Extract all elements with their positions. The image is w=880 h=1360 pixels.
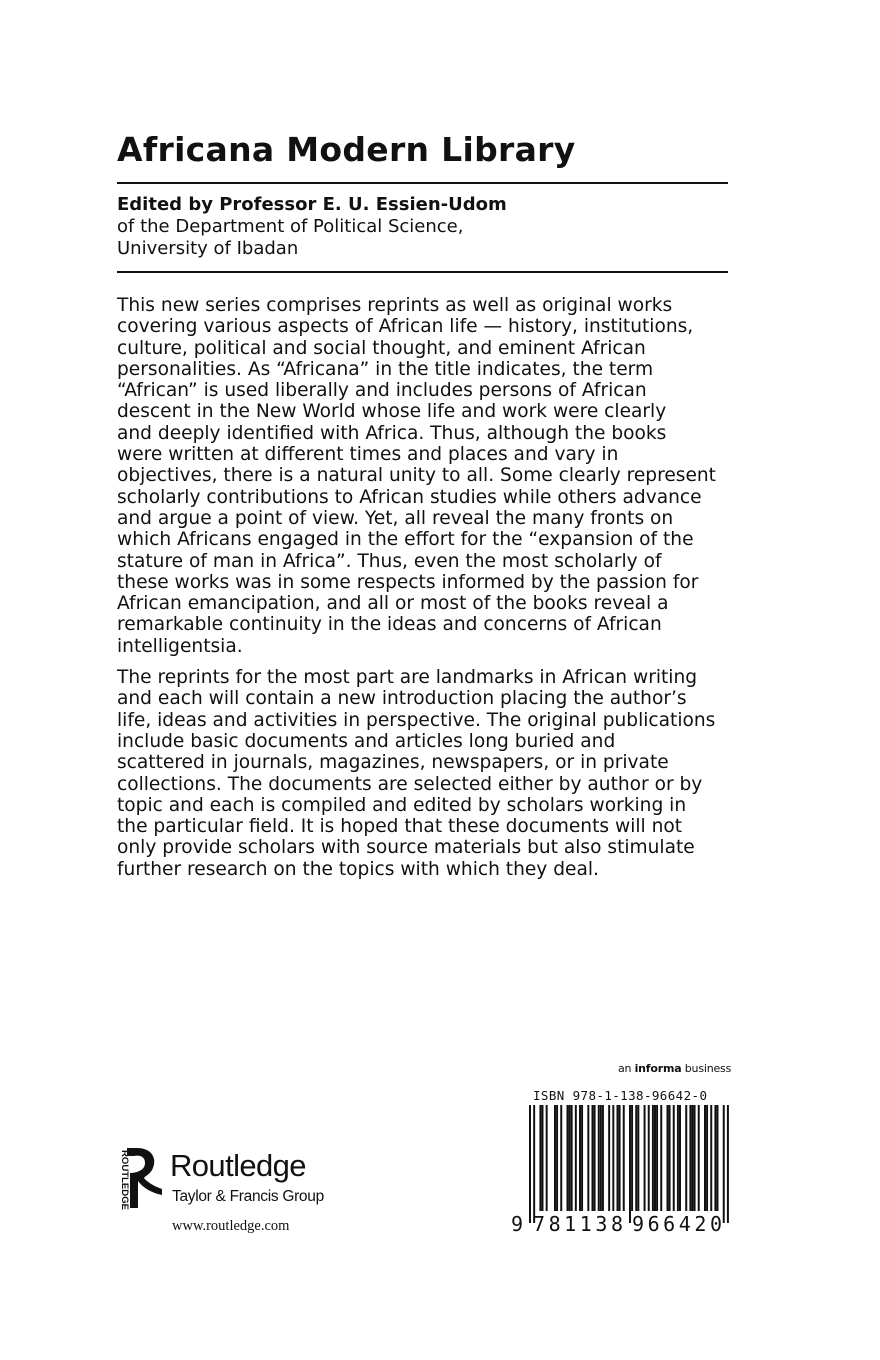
publisher-name: Routledge — [170, 1148, 306, 1183]
description-line: were written at different times and places and vary in — [117, 444, 619, 466]
barcode-bar — [673, 1105, 675, 1211]
barcode-bar — [623, 1105, 625, 1211]
barcode-bar — [694, 1105, 696, 1211]
barcode-bar — [539, 1105, 541, 1211]
description-line: further research on the topics with which they deal. — [117, 858, 599, 880]
publisher-group: Taylor & Francis Group — [172, 1188, 324, 1205]
description-line: topic and each is compiled and edited by scholars working in — [117, 794, 687, 816]
barcode-bar — [556, 1105, 558, 1211]
barcode-bar — [598, 1105, 600, 1211]
barcode-bar — [723, 1105, 725, 1223]
barcode-bar — [685, 1105, 687, 1211]
description-line: “African” is used liberally and includes persons of African — [117, 380, 647, 402]
description-line: the particular field. It is hoped that these documents will not — [117, 816, 683, 838]
barcode-bar — [579, 1105, 581, 1211]
barcode-bar — [654, 1105, 656, 1211]
barcode-bar — [679, 1105, 681, 1211]
barcode-bar — [619, 1105, 621, 1211]
barcode-bar — [656, 1105, 658, 1211]
barcode-bar — [667, 1105, 669, 1211]
barcode-bar — [652, 1105, 654, 1211]
barcode-bar — [644, 1105, 646, 1211]
barcode-bar — [629, 1105, 631, 1223]
barcode-bar — [717, 1105, 719, 1211]
description-line: intelligentsia. — [117, 635, 243, 657]
barcode-bar — [560, 1105, 562, 1211]
barcode-bar — [635, 1105, 637, 1211]
barcode-bars — [529, 1105, 729, 1223]
barcode-bar — [660, 1105, 662, 1211]
isbn-barcode — [509, 1103, 731, 1235]
description-line: collections. The documents are selected either by author or by — [117, 773, 703, 795]
description-line: life, ideas and activities in perspective. The original publications — [117, 709, 716, 731]
barcode-bar — [631, 1105, 633, 1211]
barcode-bar — [698, 1105, 700, 1211]
barcode-bar — [546, 1105, 548, 1211]
barcode-bar — [581, 1105, 583, 1211]
description-line: African emancipation, and all or most of the books reveal a — [117, 593, 669, 615]
barcode-bar — [714, 1105, 716, 1211]
top-divider — [117, 182, 728, 184]
description-line: only provide scholars with source materials but also stimulate — [117, 837, 695, 859]
barcode-bar — [677, 1105, 679, 1211]
description-line: This new series comprises reprints as well as original works — [117, 295, 673, 316]
barcode-bar — [571, 1105, 573, 1211]
barcode-bar — [600, 1105, 602, 1211]
informa-tagline: an informa business — [618, 1062, 732, 1075]
editor-department: of the Department of Political Science, — [117, 216, 464, 237]
barcode-bar — [706, 1105, 708, 1211]
publisher-url[interactable]: www.routledge.com — [172, 1218, 290, 1234]
description-line: and argue a point of view. Yet, all reveal the many fronts on — [117, 507, 674, 529]
barcode-bar — [710, 1105, 712, 1211]
editor-name: Edited by Professor E. U. Essien-Udom — [117, 194, 507, 215]
barcode-bar — [533, 1105, 535, 1223]
description-line: personalities. As “Africana” in the title indicates, the term — [117, 358, 654, 380]
description-line: The reprints for the most part are landmarks in African writing — [117, 667, 698, 689]
description-line: and each will contain a new introduction placing the author’s — [117, 688, 687, 710]
logo-vertical-text: ROUTLEDGE — [119, 1150, 130, 1210]
description-line: which Africans engaged in the effort for the “expansion of the — [117, 529, 694, 551]
barcode-bar — [592, 1105, 594, 1211]
description-line: scattered in journals, magazines, newspapers, or in private — [117, 752, 669, 774]
barcode-bar — [669, 1105, 671, 1211]
bottom-divider — [117, 271, 728, 273]
barcode-bar — [608, 1105, 610, 1211]
barcode-bar — [617, 1105, 619, 1211]
barcode-bar — [575, 1105, 577, 1211]
description-line: descent in the New World whose life and work were clearly — [117, 401, 667, 423]
barcode-bar — [692, 1105, 694, 1211]
description-line: stature of man in Africa”. Thus, even the most scholarly of — [117, 550, 662, 572]
description-line: these works was in some respects informed by the passion for — [117, 571, 699, 593]
description-line: remarkable continuity in the ideas and concerns of African — [117, 614, 662, 636]
barcode-bar — [587, 1105, 589, 1211]
series-title: Africana Modern Library — [117, 130, 576, 169]
isbn-label: ISBN 978-1-138-96642-0 — [533, 1088, 708, 1103]
description-line: scholarly contributions to African studies while others advance — [117, 486, 702, 508]
barcode-bar — [612, 1105, 614, 1211]
barcode-bar — [637, 1105, 639, 1211]
barcode-bar — [529, 1105, 531, 1223]
barcode-digits-left: 781138 — [533, 1212, 623, 1235]
barcode-digits-right: 966420 — [632, 1212, 722, 1235]
barcode-bar — [689, 1105, 691, 1211]
editor-university: University of Ibadan — [117, 238, 299, 259]
barcode-bar — [727, 1105, 729, 1223]
series-description — [117, 295, 757, 880]
description-line: covering various aspects of African life — history, institutions, — [117, 316, 694, 338]
barcode-bar — [602, 1105, 604, 1211]
barcode-bar — [569, 1105, 571, 1211]
barcode-bar — [704, 1105, 706, 1211]
description-line: and deeply identified with Africa. Thus, although the books — [117, 422, 667, 444]
editor-block — [117, 194, 737, 260]
barcode-bar — [594, 1105, 596, 1211]
barcode-bar — [567, 1105, 569, 1211]
barcode-bar — [542, 1105, 544, 1211]
description-line: culture, political and social thought, and eminent African — [117, 337, 646, 359]
barcode-digit-lead: 9 — [511, 1212, 524, 1235]
description-paragraph — [117, 667, 757, 880]
barcode-bar — [648, 1105, 650, 1211]
description-paragraph — [117, 295, 757, 657]
description-line: objectives, there is a natural unity to all. Some clearly represent — [117, 465, 716, 487]
routledge-mark-icon — [127, 1148, 162, 1208]
barcode-bar — [554, 1105, 556, 1211]
description-line: include basic documents and articles long buried and — [117, 730, 616, 752]
